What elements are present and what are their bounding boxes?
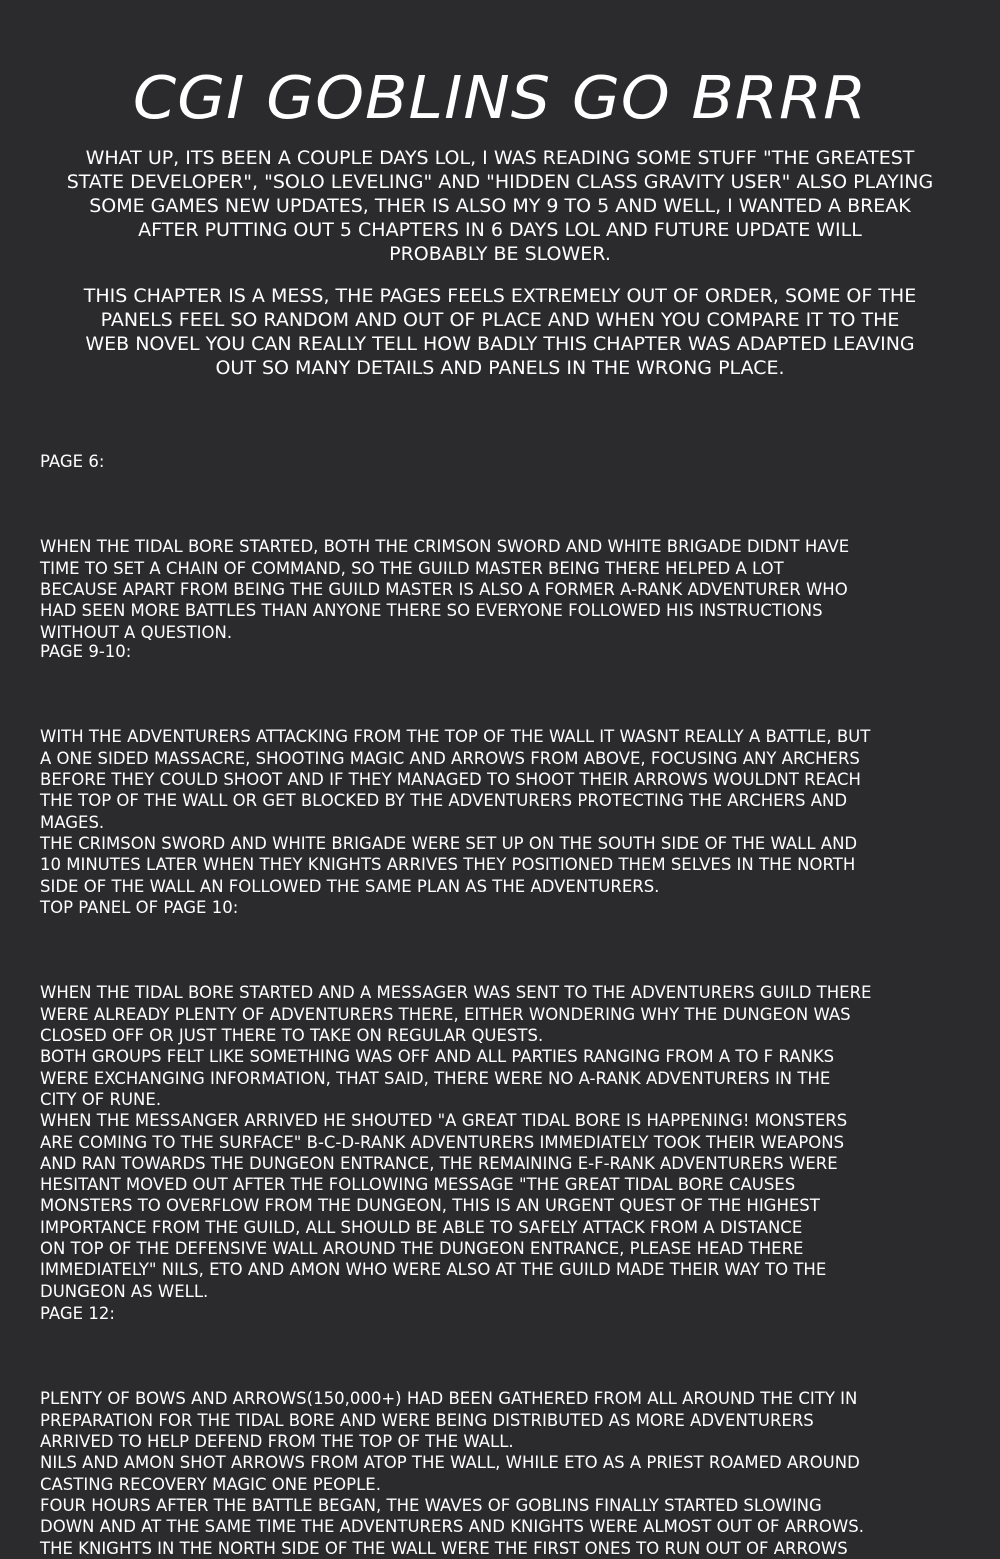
section-body: WITH THE ADVENTURERS ATTACKING FROM THE TOP OF THE WALL IT WASNT REALLY A BATTLE, BUT A ONE SIDED MASSACRE, SHOOTING MAGIC AND ARROWS FROM ABOVE, FOCUSING ANY ARCHERS BEFORE THEY COULD SHOOT AND IF THEY MANAGED TO SHOOT THEIR ARROWS WOULDNT REACH THE TOP OF THE WALL OR GET BLOCKED BY THE ADVENTURERS PROTECTING THE ARCHERS AND MAGES. THE CRIMSON SWORD AND WHITE BRIGADE WERE SET UP ON THE SOUTH SIDE OF THE WALL AND 10 MINUTES LATER WHEN THEY KNIGHTS ARRIVES THEY POSITIONED THEM SELVES IN THE NORTH SIDE OF THE WALL AN FOLLOWED THE SAME PLAN AS THE ADVENTURERS. xyxy=(40,727,871,896)
section-spacer xyxy=(40,940,980,961)
page-title: CGI GOBLINS GO BRRR xyxy=(132,62,868,133)
section-heading: PAGE 6: xyxy=(40,452,105,472)
section-spacer xyxy=(40,684,980,705)
section-page-6 xyxy=(40,430,980,643)
section-heading: TOP PANEL OF PAGE 10: xyxy=(40,898,239,918)
section-heading: PAGE 12: xyxy=(40,1304,115,1324)
section-body: WHEN THE TIDAL BORE STARTED AND A MESSAGER WAS SENT TO THE ADVENTURERS GUILD THERE WERE ALREADY PLENTY OF ADVENTURERS THERE, EITHER WONDERING WHY THE DUNGEON WAS CLOSED OFF OR JUST THERE TO TAKE ON REGULAR QUESTS. BOTH GROUPS FELT LIKE SOMETHING WAS OFF AND ALL PARTIES RANGING FROM A TO F RANKS WERE EXCHANGING INFORMATION, THAT SAID, THERE WERE NO A-RANK ADVENTURERS IN THE CITY OF RUNE. WHEN THE MESSANGER ARRIVED HE SHOUTED "A GREAT TIDAL BORE IS HAPPENING! MONSTERS ARE COMING TO THE SURFACE" B-C-D-RANK ADVENTURERS IMMEDIATELY TOOK THEIR WEAPONS AND RAN TOWARDS THE DUNGEON ENTRANCE, THE REMAINING E-F-RANK ADVENTURERS WERE HESITANT MOVED OUT AFTER THE FOLLOWING MESSAGE "THE GREAT TIDAL BORE CAUSES MONSTERS TO OVERFLOW FROM THE DUNGEON, THIS IS AN URGENT QUEST OF THE HIGHEST IMPORTANCE FROM THE GUILD, ALL SHOULD BE ABLE TO SAFELY ATTACK FROM A DISTANCE ON TOP OF THE DEFENSIVE WALL AROUND THE DUNGEON ENTRANCE, PLEASE HEAD THERE IMMEDIATELY" NILS, ETO AND AMON WHO WERE ALSO AT THE GUILD MADE THEIR WAY TO THE DUNGEON AS WELL. xyxy=(40,983,872,1301)
section-page-9-10 xyxy=(40,620,980,897)
section-spacer xyxy=(40,494,980,515)
intro-paragraph-2: THIS CHAPTER IS A MESS, THE PAGES FEELS EXTREMELY OUT OF ORDER, SOME OF THE PANELS FEEL SO RANDOM AND OUT OF PLACE AND WHEN YOU COMPARE IT TO THE WEB NOVEL YOU CAN REALLY TELL HOW BADLY THIS CHAPTER WAS ADAPTED LEAVING OUT SO MANY DETAILS AND PANELS IN THE WRONG PLACE. xyxy=(83,285,917,379)
section-heading: PAGE 9-10: xyxy=(40,642,132,662)
section-body: PLENTY OF BOWS AND ARROWS(150,000+) HAD BEEN GATHERED FROM ALL AROUND THE CITY IN PREPARATION FOR THE TIDAL BORE AND WERE BEING DISTRIBUTED AS MORE ADVENTURERS ARRIVED TO HELP DEFEND FROM THE TOP OF THE WALL. NILS AND AMON SHOT ARROWS FROM ATOP THE WALL, WHILE ETO AS A PRIEST ROAMED AROUND CASTING RECOVERY MAGIC ONE PEOPLE. FOUR HOURS AFTER THE BATTLE BEGAN, THE WAVES OF GOBLINS FINALLY STARTED SLOWING DOWN AND AT THE SAME TIME THE ADVENTURERS AND KNIGHTS WERE ALMOST OUT OF ARROWS. THE KNIGHTS IN THE NORTH SIDE OF THE WALL WERE THE FIRST ONES TO RUN OUT OF ARROWS xyxy=(40,1389,864,1558)
intro-paragraph-1: WHAT UP, ITS BEEN A COUPLE DAYS LOL, I WAS READING SOME STUFF "THE GREATEST STATE DEVELOPER", "SOLO LEVELING" AND "HIDDEN CLASS GRAVITY USER" ALSO PLAYING SOME GAMES NEW UPDATES, THER IS ALSO MY 9 TO 5 AND WELL, I WANTED A BREAK AFTER PUTTING OUT 5 CHAPTERS IN 6 DAYS LOL AND FUTURE UPDATE WILL PROBABLY BE SLOWER. xyxy=(66,147,934,265)
section-page-12 xyxy=(40,1282,980,1559)
section-body: WHEN THE TIDAL BORE STARTED, BOTH THE CRIMSON SWORD AND WHITE BRIGADE DIDNT HAVE TIME TO SET A CHAIN OF COMMAND, SO THE GUILD MASTER BEING THERE HELPED A LOT BECAUSE APART FROM BEING THE GUILD MASTER IS ALSO A FORMER A-RANK ADVENTURER WHO HAD SEEN MORE BATTLES THAN ANYONE THERE SO EVERYONE FOLLOWED HIS INSTRUCTIONS WITHOUT A QUESTION. xyxy=(40,537,850,642)
section-spacer xyxy=(40,1346,980,1367)
section-top-panel-page-10 xyxy=(40,876,980,1302)
